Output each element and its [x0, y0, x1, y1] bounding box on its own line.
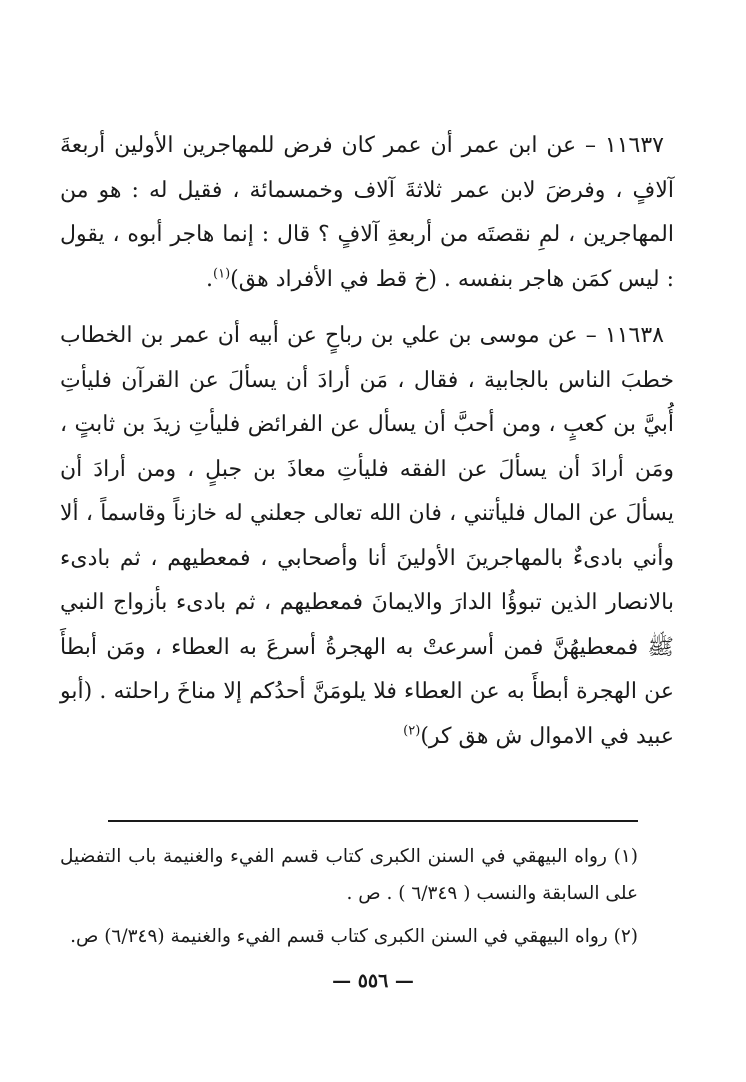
footnote-text: رواه البيهقي في السنن الكبرى كتاب قسم الفيء والغنيمة باب التفضيل على السابقة والنسب ( ٦/٣٤٩ ) . ص .	[60, 846, 638, 904]
footnotes-section	[60, 838, 638, 961]
footnote-text: رواه البيهقي في السنن الكبرى كتاب قسم الفيء والغنيمة (٦/٣٤٩) ص.	[70, 926, 614, 947]
hadith-paragraph-11637	[60, 124, 674, 302]
hadith-number: ١١٦٣٨	[604, 323, 664, 348]
paragraph-end: .	[206, 266, 214, 292]
hadith-text: – عن موسى بن علي بن رباحٍ عن أبيه أن عمر بن الخطاب خطبَ الناس بالجابية ، فقال ، مَن أرادَ أن يسألَ عن القرآن فليأتِ أُبيَّ بن كعبٍ ، ومن أحبَّ أن يسأل عن الفرائض فليأتِ زيدَ بن ثابتٍ ، ومَن أرادَ أن يسألَ عن الفقه فليأتِ معاذَ بن جبلٍ ، ومن أرادَ أن يسألَ عن المال فليأتني ، فان الله تعالى جعلني له خازناً وقاسماً ، ألا وأني بادىءٌ بالمهاجرينَ الأولينَ أنا وأصحابي ، فمعطيهم ، ثم بادىء بالانصار الذين تبوؤُا الدارَ والايمانَ فمعطيهم ، ثم بادىء بأزواج النبي ﷺ فمعطيهُنَّ فمن أسرعتْ به الهجرةُ أسرعَ به العطاء ، ومَن أبطأَ عن الهجرة أبطأَ به عن العطاء فلا يلومَنَّ أحدُكم إلا مناخَ راحلته .	[60, 323, 674, 704]
main-text	[60, 124, 674, 759]
hadith-paragraph-11638	[60, 314, 674, 759]
hadith-text: – عن ابن عمر أن عمر كان فرض للمهاجرين الأولين أربعةَ آلافٍ ، وفرضَ لابن عمر ثلاثةَ آلاف وخمسمائة ، فقيل له : هو من المهاجرين ، لمِ نقصتَه من أربعةِ آلافٍ ؟ قال : إنما هاجر أبوه ، يقول : ليس كمَن هاجر بنفسه .	[60, 133, 674, 292]
footnote-marker: (٢)	[613, 926, 638, 947]
footnote-reference: (٢)	[403, 723, 421, 739]
footnote-marker: (١)	[613, 846, 638, 867]
footnote-1	[60, 838, 638, 912]
page-number: — ٥٥٦ —	[332, 970, 414, 992]
footnote-2	[60, 918, 638, 955]
hadith-number: ١١٦٣٧	[604, 133, 664, 158]
hadith-source: (خ قط في الأفراد هق)	[230, 266, 437, 292]
hadith-source: (أبو عبيد في الاموال ش هق كر)	[60, 679, 674, 749]
footnote-reference: (١)	[213, 266, 231, 282]
footnote-divider	[108, 820, 638, 822]
